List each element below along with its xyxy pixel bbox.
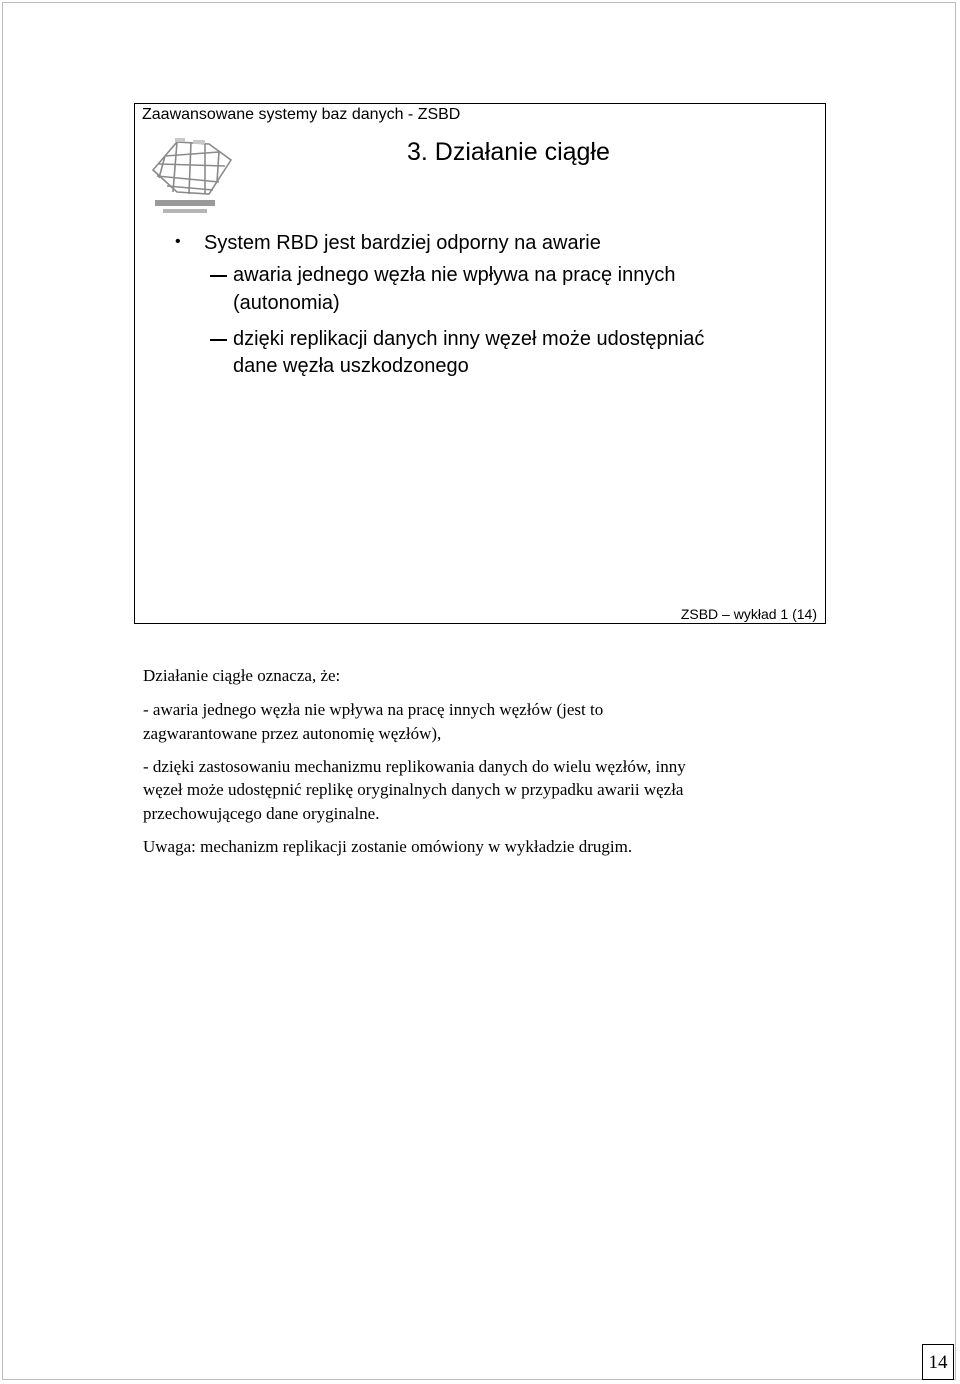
notes-line: - awaria jednego węzła nie wpływa na pracę innych węzłów (jest to [143,700,604,719]
page-number: 14 [922,1344,954,1380]
slide-title: 3. Działanie ciągłe [407,138,610,166]
sub-item-line: dzięki replikacji danych inny węzeł może udostępniać [233,328,705,350]
dash-icon [210,275,227,277]
notes-line: zagwarantowane przez autonomię węzłów), [143,724,442,743]
bullet-text: System RBD jest bardziej odporny na awarie [204,232,601,254]
notes-line: - dzięki zastosowaniu mechanizmu replikowania danych do wielu węzłów, inny [143,757,686,776]
notes-line: węzeł może udostępnić replikę oryginalnych danych w przypadku awarii węzła [143,780,684,799]
university-logo-icon [147,130,239,218]
slide-footer: ZSBD – wykład 1 (14) [680,606,817,622]
slide-frame [134,103,826,624]
notes-line: Uwaga: mechanizm replikacji zostanie omówiony w wykładzie drugim. [143,837,633,856]
bullet-icon: • [175,233,181,250]
sub-item-line: dane węzła uszkodzonego [233,355,469,377]
notes-line: przechowującego dane oryginalne. [143,804,380,823]
sub-item-line: awaria jednego węzła nie wpływa na pracę innych [233,264,676,286]
sub-item-line: (autonomia) [233,292,340,314]
dash-icon [210,339,227,341]
course-title: Zaawansowane systemy baz danych - ZSBD [142,106,461,123]
notes-line: Działanie ciągłe oznacza, że: [143,666,341,685]
